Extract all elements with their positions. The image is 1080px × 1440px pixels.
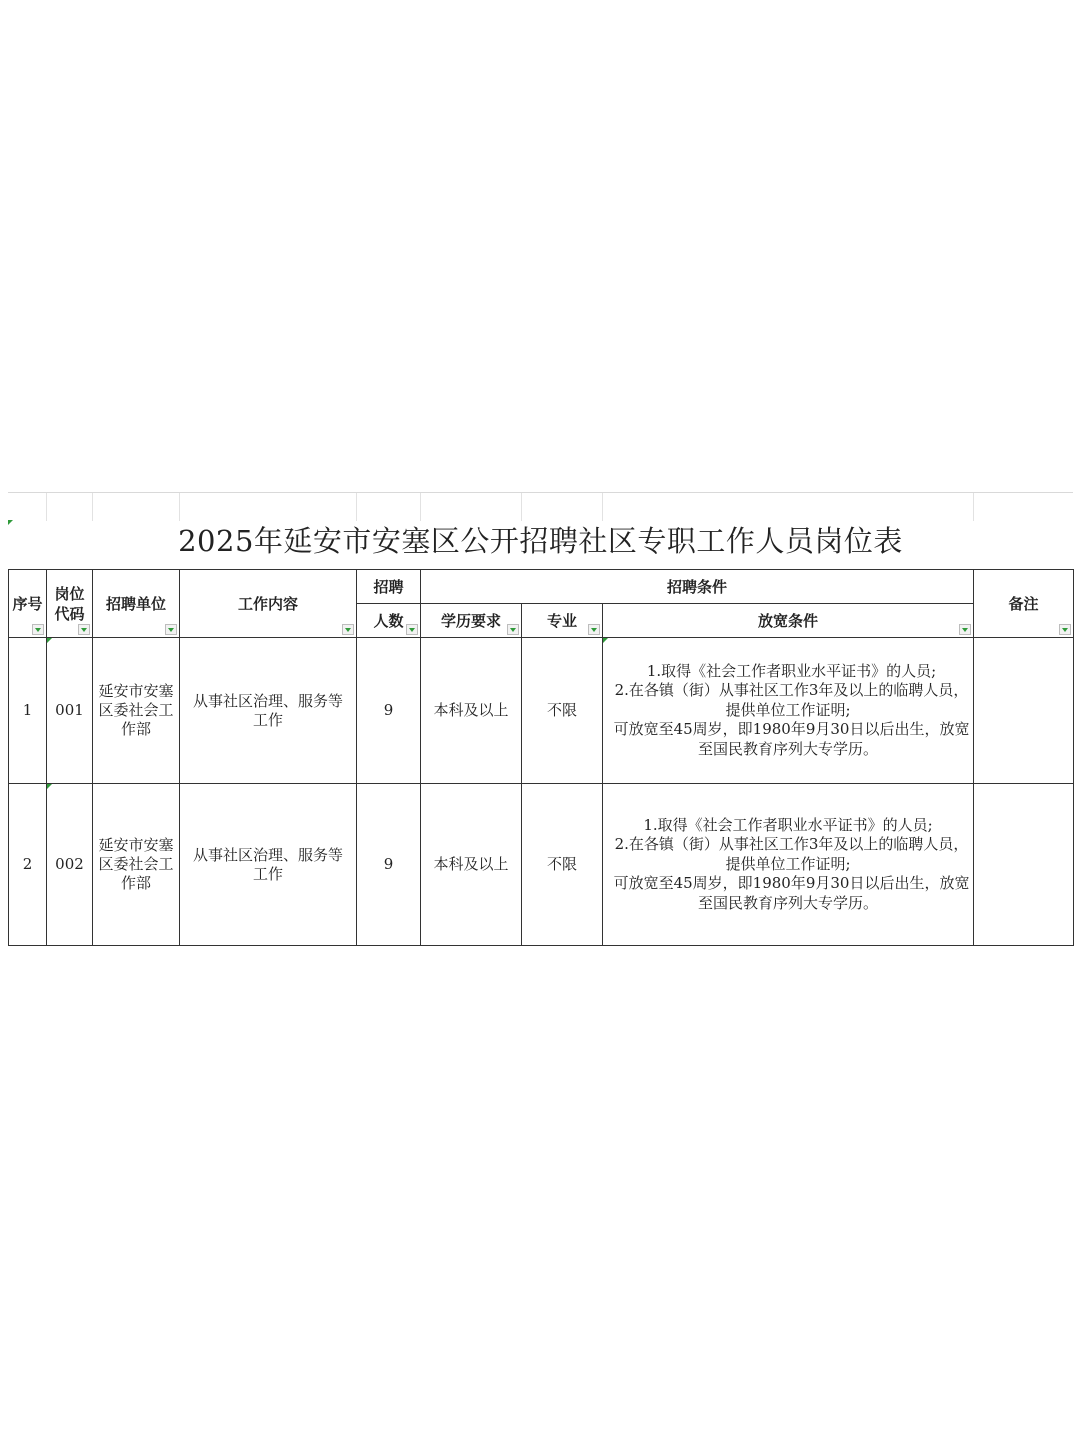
table-row <box>9 784 1074 946</box>
cell-seq: 2 <box>9 784 47 946</box>
cell-education: 本科及以上 <box>421 784 522 946</box>
cell-remarks <box>974 784 1074 946</box>
condition-line: 2.在各镇（街）从事社区工作3年及以上的临聘人员，提供单位工作证明; <box>614 835 969 873</box>
header-major: 专业 <box>522 604 603 638</box>
cell-comment-marker <box>47 784 52 789</box>
positions-table <box>8 569 1074 946</box>
cell-education: 本科及以上 <box>421 638 522 784</box>
condition-line: 1.取得《社会工作者职业水平证书》的人员; <box>643 815 933 834</box>
filter-dropdown-icon[interactable] <box>406 624 418 635</box>
page-title: 2025年延安市安塞区公开招聘社区专职工作人员岗位表 <box>178 524 903 558</box>
filter-dropdown-icon[interactable] <box>342 624 354 635</box>
filter-dropdown-icon[interactable] <box>588 624 600 635</box>
cell-code: 001 <box>47 638 93 784</box>
cell-seq: 1 <box>9 638 47 784</box>
header-remarks: 备注 <box>974 570 1074 638</box>
cell-major: 不限 <box>522 638 603 784</box>
cell-remarks <box>974 638 1074 784</box>
filter-dropdown-icon[interactable] <box>32 624 44 635</box>
filter-dropdown-icon[interactable] <box>78 624 90 635</box>
header-unit: 招聘单位 <box>93 570 180 638</box>
condition-line: 可放宽至45周岁，即1980年9月30日以后出生，放宽至国民教育序列大专学历。 <box>613 720 970 758</box>
table-row <box>9 638 1074 784</box>
condition-line: 可放宽至45周岁，即1980年9月30日以后出生，放宽至国民教育序列大专学历。 <box>613 874 970 912</box>
condition-line: 2.在各镇（街）从事社区工作3年及以上的临聘人员，提供单位工作证明; <box>614 681 969 719</box>
cell-content: 从事社区治理、服务等工作 <box>180 784 357 946</box>
header-conditions: 招聘条件 <box>421 570 974 604</box>
filter-dropdown-icon[interactable] <box>507 624 519 635</box>
filter-dropdown-icon[interactable] <box>1059 624 1071 635</box>
cell-unit: 延安市安塞区委社会工作部 <box>93 638 180 784</box>
cell-major: 不限 <box>522 784 603 946</box>
empty-grid-row <box>8 492 1073 521</box>
cell-relaxed-conditions <box>603 784 974 946</box>
condition-line: 1.取得《社会工作者职业水平证书》的人员; <box>646 661 937 680</box>
cell-comment-marker <box>47 638 52 643</box>
header-education: 学历要求 <box>421 604 522 638</box>
header-post-code: 岗位代码 <box>47 570 93 638</box>
cell-code: 002 <box>47 784 93 946</box>
header-content: 工作内容 <box>180 570 357 638</box>
cell-comment-marker <box>603 638 608 643</box>
filter-dropdown-icon[interactable] <box>165 624 177 635</box>
header-relaxed: 放宽条件 <box>603 604 974 638</box>
header-count: 人数 <box>357 604 421 638</box>
filter-dropdown-icon[interactable] <box>959 624 971 635</box>
cell-content: 从事社区治理、服务等工作 <box>180 638 357 784</box>
header-seq: 序号 <box>9 570 47 638</box>
cell-relaxed-conditions <box>603 638 974 784</box>
cell-unit: 延安市安塞区委社会工作部 <box>93 784 180 946</box>
cell-count: 9 <box>357 784 421 946</box>
cell-count: 9 <box>357 638 421 784</box>
header-recruit: 招聘 <box>357 570 421 604</box>
